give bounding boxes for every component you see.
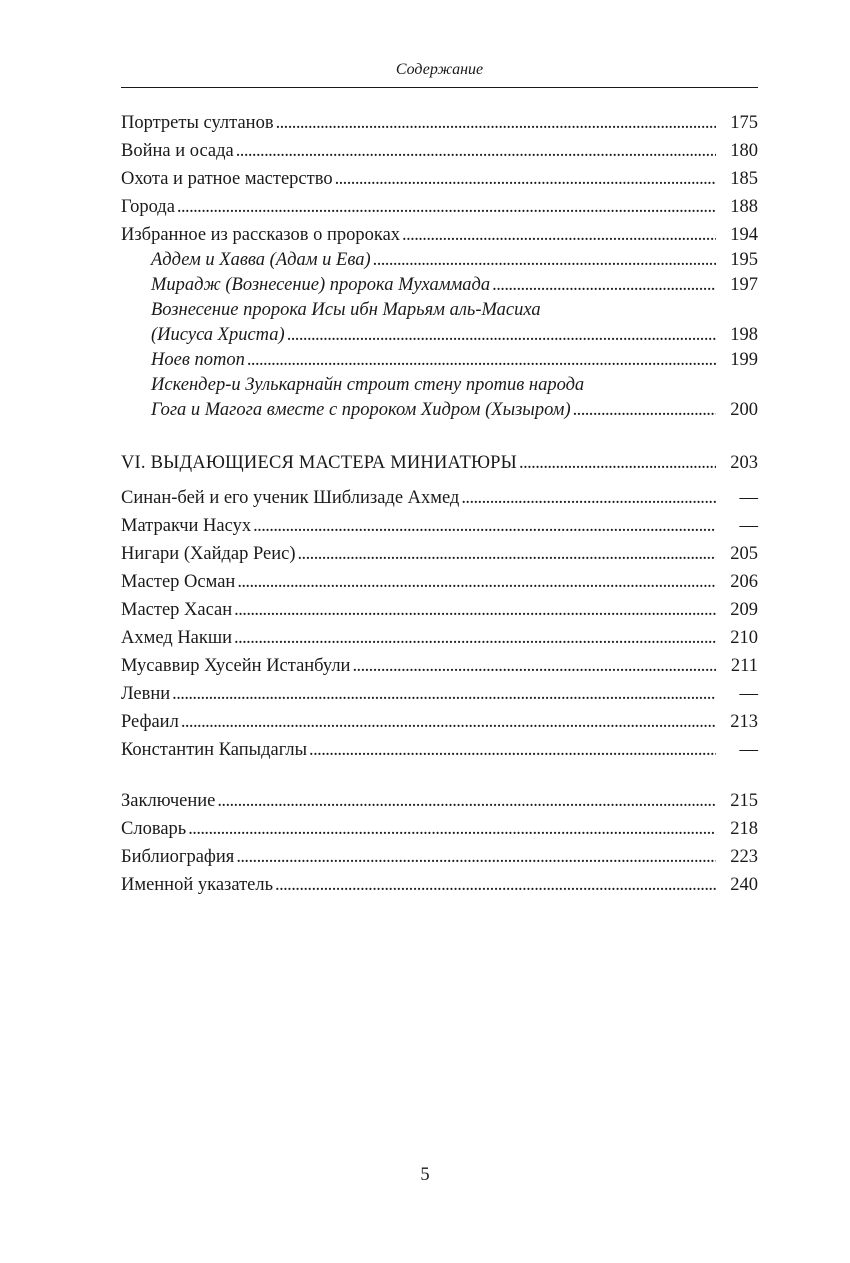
toc-entry-title: Синан-бей и его ученик Шиблизаде Ахмед	[121, 488, 460, 508]
toc-entry[interactable]	[121, 486, 758, 511]
page-number: 5	[420, 1165, 430, 1185]
toc-subentry-page: 195	[730, 250, 758, 270]
toc-subentry-title-line1[interactable]: Искендер-и Зулькарнайн строит стену против народа	[151, 375, 585, 395]
dot-leader	[573, 398, 716, 423]
dot-leader	[217, 789, 716, 814]
toc-entry-page: —	[739, 740, 758, 760]
toc-entry-page: —	[739, 684, 758, 704]
toc-entry-page: 206	[730, 572, 758, 592]
toc-entry[interactable]	[121, 111, 758, 136]
toc-entry[interactable]	[121, 654, 758, 679]
toc-subentry[interactable]	[151, 248, 758, 273]
toc-entry-title: Ахмед Накши	[121, 628, 233, 648]
toc-section-heading[interactable]	[121, 451, 758, 476]
toc-subentry-page: 200	[730, 400, 758, 420]
dot-leader	[402, 223, 716, 248]
toc-entry-title: Война и осада	[121, 141, 234, 161]
toc-entry-title: Города	[121, 197, 175, 217]
toc-entry[interactable]	[121, 542, 758, 567]
dot-leader	[234, 598, 716, 623]
toc-entry[interactable]	[121, 710, 758, 735]
toc-entry-page: 205	[730, 544, 758, 564]
toc-entry[interactable]	[121, 626, 758, 651]
dot-leader	[188, 817, 716, 842]
toc-subentry-page: 197	[730, 275, 758, 295]
toc-subentry[interactable]	[151, 398, 758, 423]
toc-entry-title: Именной указатель	[121, 875, 274, 895]
toc-entry-title: Матракчи Насух	[121, 516, 252, 536]
toc-entry-title: Левни	[121, 684, 171, 704]
toc-subentry-title: Мирадж (Вознесение) пророка Мухаммада	[151, 275, 491, 295]
toc-subentry-title: (Иисуса Христа)	[151, 325, 285, 345]
toc-entry-title: Константин Капыдаглы	[121, 740, 308, 760]
toc-entry[interactable]	[121, 223, 758, 248]
toc-entry-title: Мастер Хасан	[121, 600, 233, 620]
toc-entry[interactable]	[121, 195, 758, 220]
toc-entry-title: Охота и ратное мастерство	[121, 169, 333, 189]
toc-subentry[interactable]	[151, 273, 758, 298]
toc-entry-page: 215	[730, 791, 758, 811]
dot-leader	[373, 248, 716, 273]
dot-leader	[237, 570, 716, 595]
toc-section-title: VI. ВЫДАЮЩИЕСЯ МАСТЕРА МИНИАТЮРЫ	[121, 453, 518, 473]
toc-entry-title: Словарь	[121, 819, 187, 839]
dot-leader	[492, 273, 716, 298]
toc-entry-title: Мастер Осман	[121, 572, 236, 592]
dot-leader	[461, 486, 716, 511]
dot-leader	[276, 111, 716, 136]
toc-entry[interactable]	[121, 682, 758, 707]
toc-entry-page: —	[739, 516, 758, 536]
dot-leader	[236, 139, 716, 164]
dot-leader	[519, 451, 716, 476]
toc-entry[interactable]	[121, 139, 758, 164]
toc-subentry[interactable]	[151, 323, 758, 348]
dot-leader	[181, 710, 716, 735]
toc-entry-page: 240	[730, 875, 758, 895]
toc-entry-title: Заключение	[121, 791, 216, 811]
dot-leader	[253, 514, 716, 539]
toc-subentry-title: Аддем и Хавва (Адам и Ева)	[151, 250, 371, 270]
toc-entry-title: Мусаввир Хусейн Истанбули	[121, 656, 351, 676]
dot-leader	[236, 845, 716, 870]
dot-leader	[172, 682, 716, 707]
dot-leader	[352, 654, 716, 679]
toc-subentry-page: 199	[730, 350, 758, 370]
toc-subentry[interactable]	[151, 348, 758, 373]
toc-entry-title: Рефаил	[121, 712, 179, 732]
header-rule	[121, 87, 758, 88]
dot-leader	[335, 167, 716, 192]
running-head-title: Содержание	[395, 61, 484, 78]
toc-entry[interactable]	[121, 598, 758, 623]
toc-entry-page: 194	[730, 225, 758, 245]
toc-entry-page: 185	[730, 169, 758, 189]
toc-entry-page: 211	[730, 656, 758, 676]
dot-leader	[247, 348, 716, 373]
dot-leader	[309, 738, 716, 763]
toc-subentry-title: Ноев потоп	[151, 350, 245, 370]
toc-entry-title: Избранное из рассказов о пророках	[121, 225, 401, 245]
toc-entry[interactable]	[121, 789, 758, 814]
toc-subentry-title-line1[interactable]: Вознесение пророка Исы ибн Марьям аль-Масиха	[151, 300, 541, 320]
toc-entry-page: 180	[730, 141, 758, 161]
dot-leader	[275, 873, 716, 898]
toc-entry-page: 213	[730, 712, 758, 732]
toc-entry-title: Нигари (Хайдар Реис)	[121, 544, 296, 564]
dot-leader	[287, 323, 716, 348]
toc-section-page: 203	[730, 453, 758, 473]
toc-entry-page: 218	[730, 819, 758, 839]
toc-entry-title: Портреты султанов	[121, 113, 274, 133]
toc-entry-page: 210	[730, 628, 758, 648]
dot-leader	[298, 542, 717, 567]
dot-leader	[177, 195, 716, 220]
toc-entry[interactable]	[121, 514, 758, 539]
dot-leader	[234, 626, 716, 651]
toc-entry[interactable]	[121, 570, 758, 595]
toc-entry[interactable]	[121, 817, 758, 842]
toc-entry-page: —	[739, 488, 758, 508]
toc-entry[interactable]	[121, 738, 758, 763]
toc-subentry-title: Гога и Магога вместе с пророком Хидром (Хызыром)	[151, 400, 571, 420]
toc-subentry-page: 198	[730, 325, 758, 345]
toc-entry-page: 223	[730, 847, 758, 867]
toc-entry[interactable]	[121, 873, 758, 898]
toc-entry-title: Библиография	[121, 847, 235, 867]
toc-entry[interactable]	[121, 167, 758, 192]
toc-entry-page: 188	[730, 197, 758, 217]
toc-entry[interactable]	[121, 845, 758, 870]
toc-entry-page: 175	[730, 113, 758, 133]
toc-entry-page: 209	[730, 600, 758, 620]
